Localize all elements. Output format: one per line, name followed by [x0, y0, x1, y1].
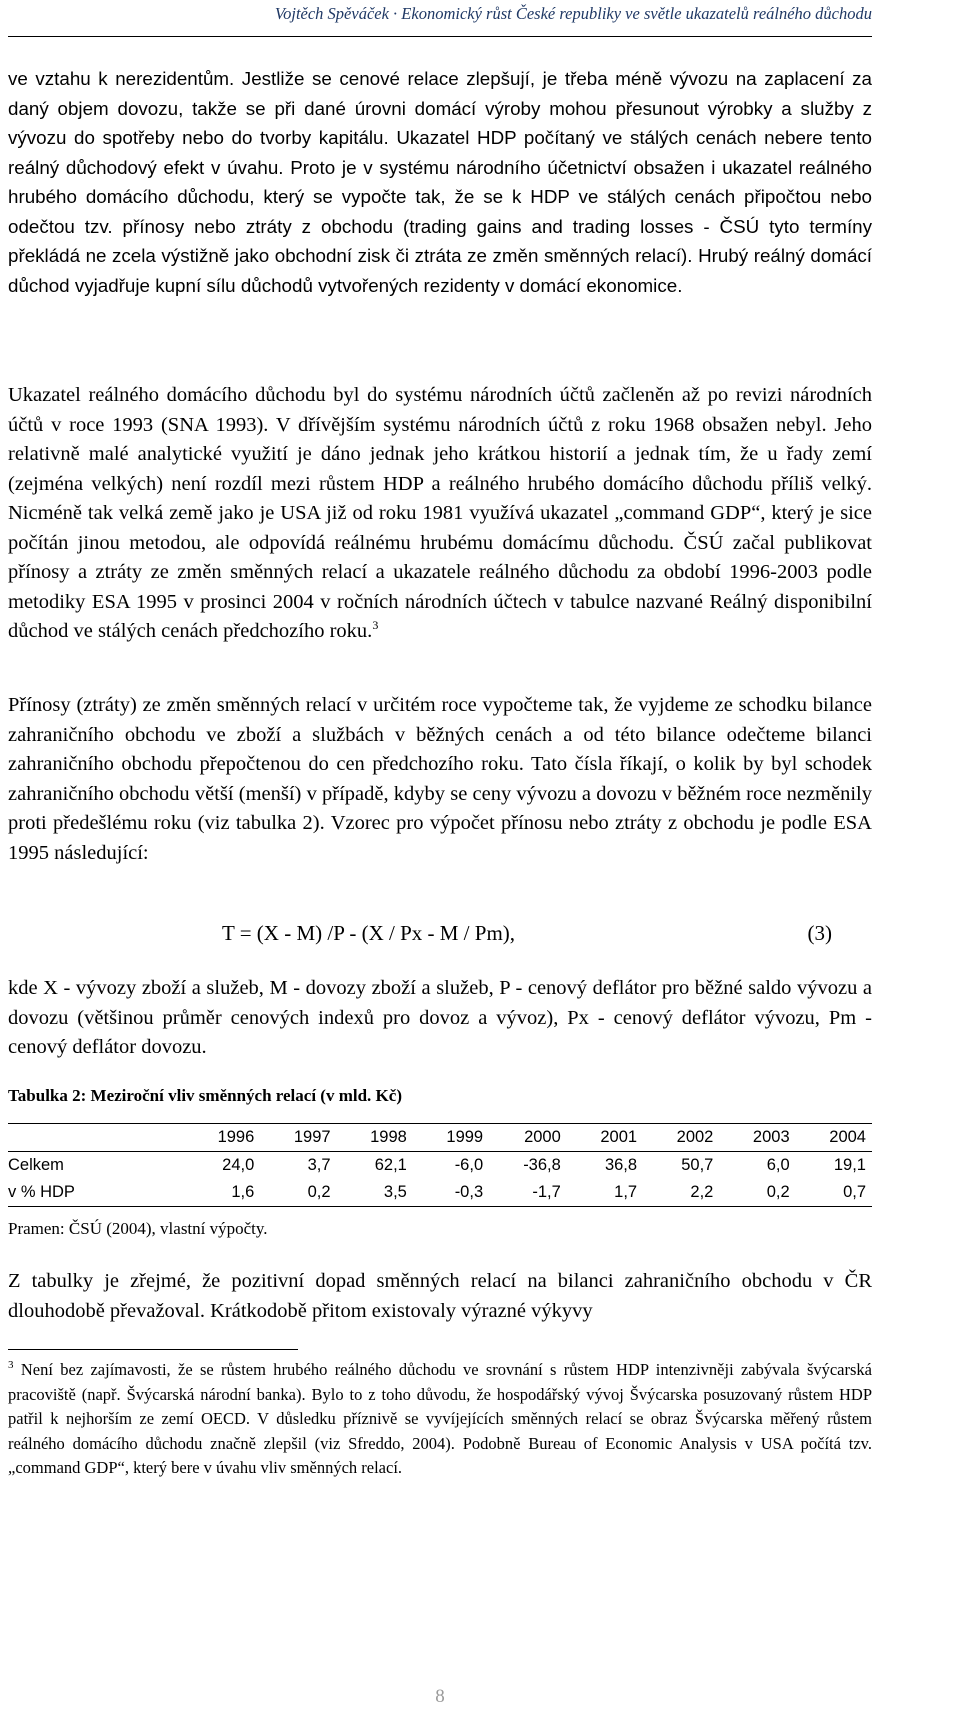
table-cell: 6,0	[766, 1156, 790, 1174]
paragraph-4	[8, 974, 872, 1063]
paragraph-2	[8, 381, 872, 647]
formula-expression: T = (X - M) /P - (X / Px - M / Pm),	[222, 921, 516, 945]
paragraph-2-text: Ukazatel reálného domácího důchodu byl do systému národních účtů začleněn až po revizi národních účtů v roce 1993 (SNA 1993). V dřívějším systému národních účtů z roku 1968 obsažen nebyl. Jeho relativně malé analytické využití je dáno jednak jeho krátkou historií a jednak tím, že u řady zemí (zejména velkých) není rozdíl mezi růstem HDP a reálného hrubého domácího důchodu příliš velký. Nicméně tak velká země jako je USA již od roku 1981 využívá ukazatel „command GDP“, který je sice počítán jinou metodou, ale odpovídá reálnému hrubému domácímu důchodu. ČSÚ začal publikovat přínosy a ztráty ze změn směnných relací a ukazatele reálného důchodu za období 1996-2003 podle metodiky ESA 1995 v prosinci 2004 v ročních národních účtech v tabulce nazvané Reálný disponibilní důchod ve stálých cenách předchozího roku.	[8, 384, 872, 642]
footnote-ref-3[interactable]: 3	[372, 618, 379, 632]
paragraph-5-text: Z tabulky je zřejmé, že pozitivní dopad směnných relací na bilanci zahraničního obchodu v ČR dlouhodobě převažoval. Krátkodobě přitom existovaly výrazné výkyvy	[8, 1270, 872, 1322]
footnote-text: Není bez zajímavosti, že se růstem hrubého reálného důchodu ve srovnání s růstem HDP intenzivněji zabývala švýcarská pracoviště (např. Švýcarská národní banka). Bylo to z toho důvodu, že hospodářský vývoj Švýcarska posuzovaný růstem HDP patřil k nejhorším ze zemí OECD. V důsledku příznivě se vyvíjejících směnných relací se obraz Švýcarska měřený růstem reálného domácího důchodu značně zlepšil (viz Sfreddo, 2004). Podobně Bureau of Economic Analysis v USA počítá tzv. „command GDP“, který bere v úvahu vliv směnných relací.	[8, 1360, 872, 1477]
table-cell: 3,5	[337, 1179, 413, 1207]
table-cell: 1,7	[567, 1179, 643, 1207]
table-corner-cell	[8, 1124, 184, 1152]
table-year-cell: 2001	[567, 1124, 643, 1152]
table-cell: 36,8	[604, 1156, 638, 1174]
table-cell: 1,6	[184, 1179, 260, 1207]
table-year-cell: 2002	[643, 1124, 719, 1152]
table-year-cell: 1997	[260, 1124, 336, 1152]
running-header: Vojtěch Spěváček · Ekonomický růst České republiky ve světle ukazatelů reálného důchodu	[274, 4, 872, 23]
table-header-row	[8, 1124, 872, 1152]
table-year-cell: 2000	[489, 1124, 567, 1152]
paragraph-1	[8, 64, 872, 300]
table-row	[8, 1179, 872, 1207]
table-cell: -0,3	[413, 1179, 489, 1207]
table-year-cell: 2003	[719, 1124, 795, 1152]
table-cell: 19,1	[833, 1156, 866, 1174]
paragraph-3-text: Přínosy (ztráty) ze změn směnných relací v určitém roce vypočteme tak, že vyjdeme ze schodku bilance zahraničního obchodu ve zboží a službách v běžných cenách a od této bilance odečteme bilanci zahraničního obchodu přepočtenou do cen předchozího roku. Tato čísla říkají, o kolik by byl schodek zahraničního obchodu větší (menší) v případě, kdyby se ceny vývozu a dovozu v běžném roce nezměnily proti předešlému roku (viz tabulka 2). Vzorec pro výpočet přínosu nebo ztráty z obchodu je podle ESA 1995 následující:	[8, 694, 872, 864]
table-caption: Tabulka 2: Meziroční vliv směnných relací (v mld. Kč)	[8, 1086, 402, 1105]
page-number: 8	[435, 1686, 445, 1707]
table-cell: -6,0	[454, 1156, 484, 1174]
table-cell: 3,7	[307, 1156, 331, 1174]
table-cell: 0,7	[796, 1179, 872, 1207]
header-rule	[8, 36, 872, 37]
paragraph-1-rest: Ukazatel HDP počítaný ve stálých cenách nebere tento reálný důchodový efekt v úvahu. Proto je v systému národního účetnictví obsažen i ukazatel reálného hrubého domácího důchodu, který se vypočte tak, že se k HDP ve stálých cenách připočtou nebo odečtou tzv. přínosy nebo ztráty z obchodu (trading gains and trading losses - ČSÚ tyto termíny překládá ne zcela výstižně jako obchodní zisk či ztráta ze změn směnných relací). Hrubý reálný domácí důchod vyjadřuje kupní sílu důchodů vytvořených rezidenty v domácí ekonomice.	[8, 127, 873, 296]
table-year-cell: 1996	[184, 1124, 260, 1152]
table-cell: 24,0	[222, 1156, 255, 1174]
table-year-cell: 1999	[413, 1124, 489, 1152]
footnote-rule	[8, 1349, 298, 1350]
table-year-cell: 2004	[796, 1124, 872, 1152]
footnote-3	[8, 1358, 872, 1481]
table-source: Pramen: ČSÚ (2004), vlastní výpočty.	[8, 1219, 268, 1238]
footnote-mark: 3	[8, 1359, 14, 1371]
paragraph-1-intro: ve vztahu k nerezidentům. Jestliže se cenové relace zlepšují, je třeba méně vývozu na zaplacení za daný objem dovozu, takže se při dané úrovni domácí výroby mohou přesunout výrobky a služby z vývozu do spotřeby nebo do tvorby kapitálu.	[8, 68, 872, 148]
table-cell: 0,2	[719, 1179, 795, 1207]
paragraph-4-text: kde X - vývozy zboží a služeb, M - dovozy zboží a služeb, P - cenový deflátor pro běžné saldo vývozu a dovozu (většinou průměr cenových indexů pro dovoz a vývoz), Px - cenový deflátor vývozu, Pm - cenový deflátor dovozu.	[8, 977, 872, 1058]
table-cell: -1,7	[489, 1179, 567, 1207]
paragraph-5	[8, 1267, 872, 1326]
formula-3	[8, 913, 872, 953]
table-cell: -36,8	[523, 1156, 561, 1174]
data-table	[8, 1123, 872, 1207]
table-cell: 2,2	[643, 1179, 719, 1207]
paragraph-3	[8, 691, 872, 868]
formula-number: (3)	[807, 921, 832, 945]
table-cell: 50,7	[681, 1156, 714, 1174]
table-year-cell: 1998	[337, 1124, 413, 1152]
table-cell: 62,1	[374, 1156, 407, 1174]
table-row-label: v % HDP	[8, 1179, 184, 1207]
table-row-label: Celkem	[8, 1156, 64, 1174]
table-row	[8, 1152, 872, 1180]
table-cell: 0,2	[260, 1179, 336, 1207]
